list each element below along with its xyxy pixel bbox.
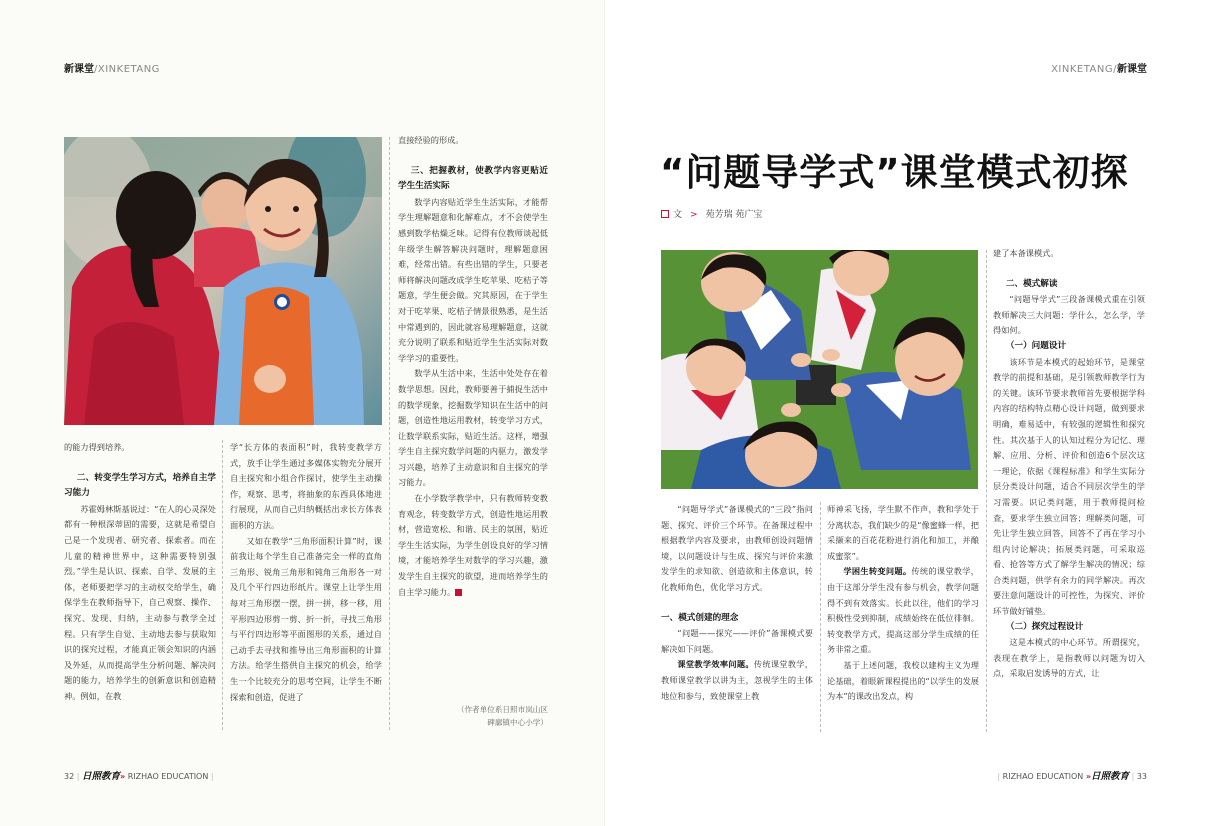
paragraph: 建了本备课模式。 <box>993 248 1059 258</box>
paragraph: 数学内容贴近学生生活实际，才能帮学生理解题意和化解难点，才不会使学生感到数学枯燥乏味。记得有位教师谈起低年级学生解答解决问题时，理解题意困难，经常出错。有些出错的学生，只要老师将解决问题改成学生吃苹果、吃桔子等题意，学生便会做。究其原因，在于学生对于吃苹果、吃桔子情景很熟悉，是生活中常遇到的，因此就容易理解题意，这就充分说明了联系和贴近学生生活实际对数学学习的重要性。 <box>398 196 548 363</box>
paragraph: 课堂教学效率问题。传统课堂教学，教师课堂教学以讲为主，忽视学生的主体地位和参与，致使课堂上教 <box>661 659 813 701</box>
running-header-right <box>1051 60 1147 75</box>
spacer <box>993 262 1145 277</box>
paragraph: “问题——探究——评价”备课模式要解决如下问题。 <box>661 628 813 654</box>
paragraph: 学“长方体的表面积”时，我转变教学方式，放手让学生通过多媒体实物充分展开自主探究和小组合作探讨，使学生主动操作，观察、思考，将抽象的东西具体地进行展现，从而自己归纳概括出求长方体表面积的方法。 <box>230 442 382 530</box>
photo-children-circle-illustration <box>661 250 978 489</box>
header-slash: / <box>1113 64 1117 75</box>
spacer <box>64 456 216 471</box>
paragraph: 基于上述问题，我校以建构主义为理论基础，着眼新课程提出的“以学生的发展为本”的课改出发点，构 <box>827 659 979 702</box>
paragraph-final-text: 在小学数学教学中，只有教师转变教育观念，转变数学方式，创造性地运用教材，营造宽松、和谐、民主的氛围，贴近学生生活实际，为学生创设良好的学习情境，才能培养学生对数学的学习兴趣，激发学生自主探究的欲望，进而培养学生的自主学习能力。 <box>398 493 548 597</box>
author-affiliation <box>430 703 548 729</box>
affiliation-line-2: 碑廓镇中心小学） <box>487 718 548 727</box>
section-heading-3: 三、把握教材，使教学内容更贴近学生生活实际 <box>398 165 548 192</box>
photo-two-girls <box>64 137 382 425</box>
magazine-logo-left: 日照教育 <box>81 771 120 782</box>
magazine-name-en-right: RIZHAO EDUCATION <box>1002 772 1084 781</box>
right-column-3 <box>993 246 1145 682</box>
end-mark-icon <box>455 589 462 596</box>
paragraph: 这是本模式的中心环节。所谓探究，表现在教学上，是指教师以问题为切入点，采取启发诱导的方式，让 <box>993 637 1145 679</box>
paragraph: 该环节是本模式的起始环节，是课堂教学的前提和基础，是引领教师教学行为的关键。该环节要求教师首先要根据学科内容的结构特点精心设计问题，做到要求明确，难易适中，有较强的逻辑性和探究性。其次基于人的认知过程分为记忆、理解、应用、分析、评价和创造6个层次这一理论，依据《课程标准》和学生实际分层分类设计问题，适合不同层次学生的学习需要。识记类问题，用于教师提问检查，要求学生独立回答；理解类问题，可先让学生独立回答，回答不了再在学习小组内讨论解决；拓展类问题，可采取巡看、抢答等方式了解学生解决的情况；综合类问题，供学有余力的同学解决。再次要注意问题设计的可控性，为探究、评价环节做好铺垫。 <box>993 356 1145 617</box>
right-column-1 <box>661 502 813 704</box>
paragraph: “问题导学式”备课模式的“三段”指问题、探究、评价三个环节。在备课过程中根据教学内容及要求，由教师创设问题情境，以问题设计与生成、探究与评价来激发学生的求知欲、创造欲和主体意识，转化教师角色，优化学习方式。 <box>661 504 813 592</box>
header-section-en: XINKETANG <box>97 64 160 75</box>
magazine-logo-right: 日照教育 <box>1091 771 1130 782</box>
subsection-heading-1: （一）问题设计 <box>1005 340 1067 351</box>
column-divider <box>389 137 390 730</box>
column-divider <box>986 250 987 732</box>
paragraph: 直接经验的形成。 <box>398 135 464 145</box>
header-slash: / <box>94 64 98 75</box>
left-column-3 <box>398 133 548 600</box>
paragraph: 数学从生活中来，生活中处处存在着数学思想。因此，教师要善于捕捉生活中的数学现象，挖掘数学知识在生活中的问题，创造性地运用教材，转变学习方式，让数学联系实际，贴近生活。这样，增强学生自主探究数学问题的内驱力，激发学习兴趣，培养了主动意识和自主探究的学习能力。 <box>398 368 548 488</box>
paragraph: “问题导学式”三段备课模式重在引领教师解决三大问题：学什么，怎么学，学得如何。 <box>993 294 1145 336</box>
paragraph: 又如在教学“三角形面积计算”时，课前我让每个学生自己准备完全一样的直角三角形、锐角三角形和钝角三角形各一对及几个平行四边形纸片。课堂上让学生用每对三角形摆一摆，拼一拼，移一移，用平形四边形剪一剪、折一折，寻找三角形与平行四边形等平面图形的关系，通过自己动手去寻找和推导出三角形面积的计算方法。给学生搭供自主探究的机会，给学生一个比较充分的思考空间，让学生不断探索和创造，促进了 <box>230 535 382 702</box>
right-page <box>605 0 1209 826</box>
section-heading-2: 二、模式解读 <box>1005 278 1058 289</box>
section-heading-1: 一、模式创建的理念 <box>661 612 739 623</box>
byline-separator: > <box>690 210 698 220</box>
header-section-cn: 新课堂 <box>1117 64 1147 75</box>
bold-lead: 课堂教学效率问题。 <box>677 659 754 670</box>
footer-arrow-icon: » <box>120 772 126 781</box>
byline-label: 文 <box>673 210 683 220</box>
left-column-1 <box>64 440 216 705</box>
right-column-2 <box>827 502 979 705</box>
left-column-2 <box>230 440 382 705</box>
paragraph: 学困生转变问题。传统的课堂教学，由于这部分学生没有参与机会，教学问题得不到有效落实。长此以往，他们的学习积极性受到抑制，成绩始终在低位徘徊。转变教学方式，提高这部分学生成绩的任务非常之重。 <box>827 566 979 655</box>
footer-arrow-icon: » <box>1085 772 1091 781</box>
magazine-name-en-left: RIZHAO EDUCATION <box>127 772 209 781</box>
paragraph: 师神采飞扬，学生默不作声，教和学处于分离状态，我们缺少的是“像蜜蜂一样，把采撷来的百花花粉进行消化和加工，并酿成蜜浆”。 <box>827 504 979 561</box>
paragraph: 苏霍姆林斯基说过：“在人的心灵深处都有一种根深蒂固的需要，这就是希望自己是一个发现者、研究者、探索者。而在儿童的精神世界中，这种需要特别强烈。”学生是认识、探索、自学、发展的主体，老师要把学习的主动权交给学生，确保学生在教师指导下，自己观察、操作、探究、发现、归纳，主动参与教学全过程。只有学生自觉、主动地去参与获取知识的探究过程，才能真正领会知识的内涵及外延，从而提高学生分析问题、解决问题的能力，培养学生的创新意识和创造精神。例如，在教 <box>64 503 216 701</box>
section-heading-2: 二、转变学生学习方式，培养自主学习能力 <box>64 472 216 499</box>
left-page <box>0 0 604 826</box>
page-number-right: 33 <box>1136 772 1147 781</box>
photo-two-girls-illustration <box>64 137 382 425</box>
footer-right: | RIZHAO EDUCATION »日照教育 | 33 <box>997 771 1147 782</box>
photo-children-circle <box>661 250 978 489</box>
header-section-cn: 新课堂 <box>64 64 94 75</box>
column-divider <box>222 440 223 730</box>
article-authors: 苑芳瑞 苑广宝 <box>705 210 763 220</box>
spacer <box>661 596 813 611</box>
paragraph-final <box>398 491 548 600</box>
page-number-left: 32 <box>64 772 75 781</box>
header-section-en: XINKETANG <box>1051 64 1114 75</box>
article-title: “问题导学式”课堂模式初探 <box>660 151 1129 194</box>
footer-left: 32 | 日照教育» RIZHAO EDUCATION | <box>64 771 214 782</box>
paragraph: 的能力得到培养。 <box>64 442 130 452</box>
byline-box-icon <box>661 210 669 218</box>
bold-lead: 学困生转变问题。 <box>843 566 912 577</box>
subsection-heading-2: （二）探究过程设计 <box>1005 621 1084 632</box>
column-divider <box>820 502 821 732</box>
byline <box>661 207 762 220</box>
spacer <box>398 149 548 164</box>
running-header-left <box>64 60 160 75</box>
affiliation-line-1: （作者单位系日照市岚山区 <box>456 705 548 714</box>
